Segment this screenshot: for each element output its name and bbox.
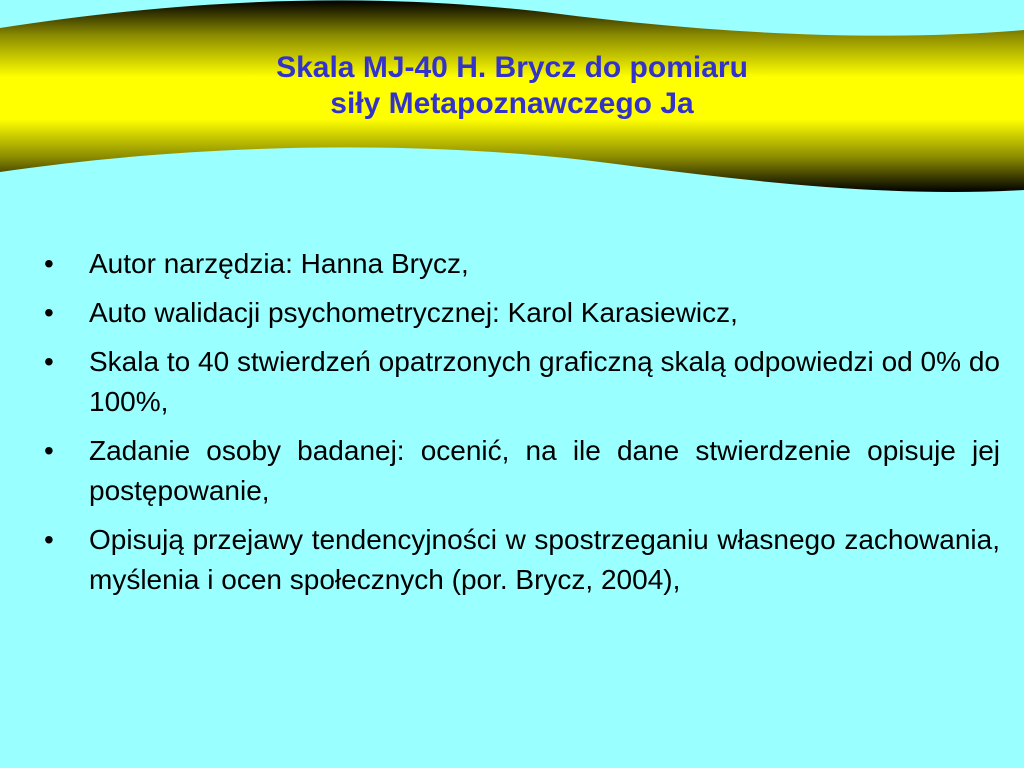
bullet-marker: • bbox=[44, 297, 54, 328]
bullet-item bbox=[40, 342, 1000, 422]
bullet-item bbox=[40, 520, 1000, 600]
bullet-text: Opisują przejawy tendencyjności w spostrzeganiu własnego zachowania, myślenia i ocen społecznych (por. Brycz, 2004), bbox=[89, 524, 1000, 595]
bullet-item bbox=[40, 293, 1000, 333]
title-line-2: siły Metapoznawczego Ja bbox=[330, 87, 694, 120]
bullet-marker: • bbox=[44, 346, 54, 377]
title-line-1: Skala MJ-40 H. Brycz do pomiaru bbox=[276, 51, 748, 84]
bullet-text: Autor narzędzia: Hanna Brycz, bbox=[89, 248, 469, 279]
bullet-marker: • bbox=[44, 524, 54, 555]
slide-title bbox=[0, 50, 1024, 122]
bullet-marker: • bbox=[44, 435, 54, 466]
bullet-text: Zadanie osoby badanej: ocenić, na ile dane stwierdzenie opisuje jej postępowanie, bbox=[89, 435, 1000, 506]
bullet-marker: • bbox=[44, 248, 54, 279]
bullet-text: Auto walidacji psychometrycznej: Karol Karasiewicz, bbox=[89, 297, 738, 328]
bullet-text: Skala to 40 stwierdzeń opatrzonych graficzną skalą odpowiedzi od 0% do 100%, bbox=[89, 346, 1000, 417]
bullet-list bbox=[40, 244, 1000, 609]
bullet-item bbox=[40, 244, 1000, 284]
bullet-item bbox=[40, 431, 1000, 511]
